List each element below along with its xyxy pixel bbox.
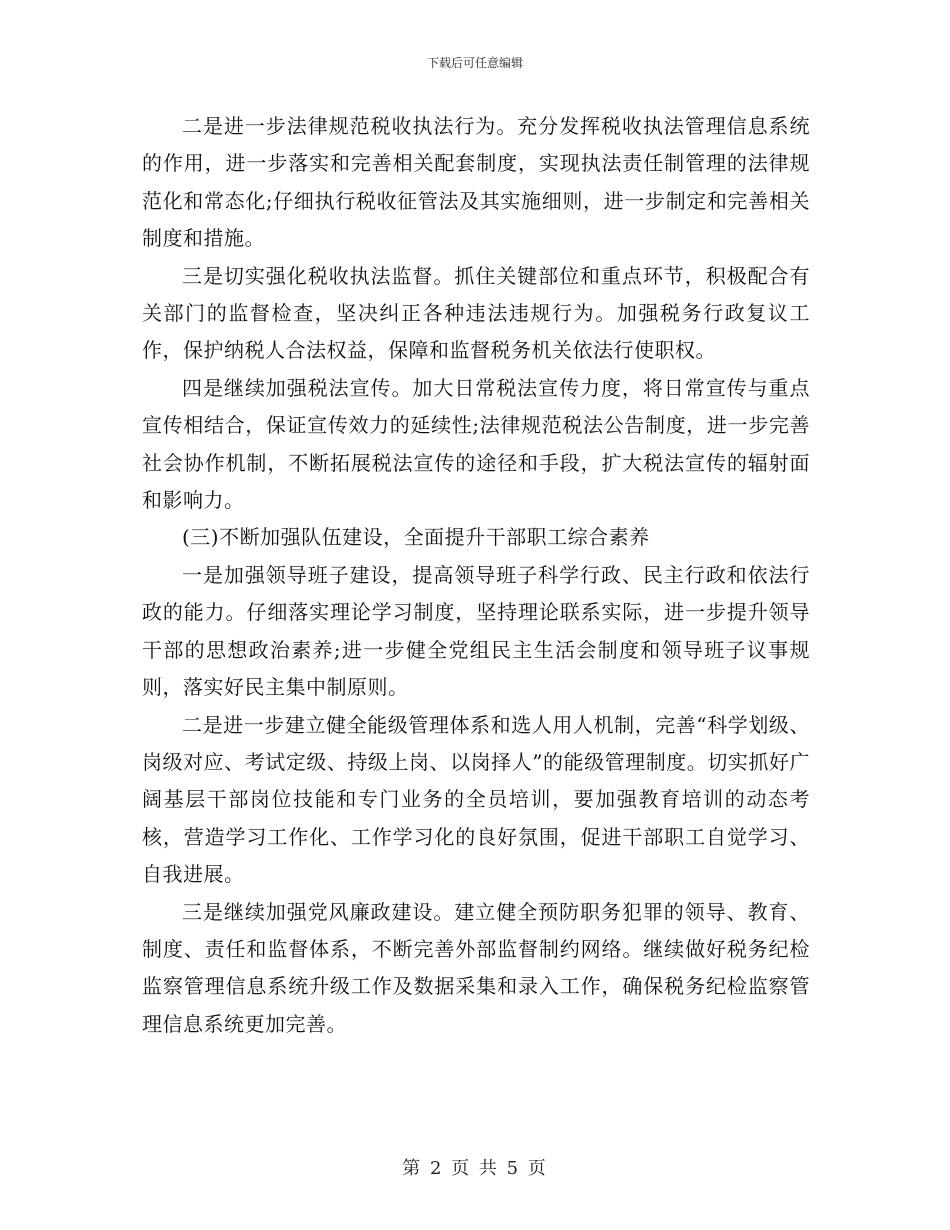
paragraph-tax-enforcement-standard: 二是进一步法律规范税收执法行为。充分发挥税收执法管理信息系统的作用，进一步落实和完善相关配套制度，实现执法责任制管理的法律规范化和常态化;仔细执行税收征管法及其实施细则，进一步制定和完善相关制度和措施。 <box>142 114 810 251</box>
section-heading-team-building: (三)不断加强队伍建设，全面提升干部职工综合素养 <box>182 525 650 550</box>
paragraph-leadership-building: 一是加强领导班子建设，提高领导班子科学行政、民主行政和依法行政的能力。仔细落实理论学习制度，坚持理论联系实际，进一步提升领导干部的思想政治素养;进一步健全党组民主生活会制度和领导班子议事规则，落实好民主集中制原则。 <box>142 562 810 700</box>
paragraph-tax-law-publicity: 四是继续加强税法宣传。加大日常税法宣传力度，将日常宣传与重点宣传相结合，保证宣传效力的延续性;法律规范税法公告制度，进一步完善社会协作机制，不断拓展税法宣传的途径和手段，扩大税法宣传的辐射面和影响力。 <box>142 375 810 513</box>
header-note: 下载后可任意编辑 <box>426 56 523 70</box>
document-body <box>142 108 810 1043</box>
paragraph-capability-management: 二是进一步建立健全能级管理体系和选人用人机制，完善“科学划级、岗级对应、考试定级、持级上岗、以岗择人”的能级管理制度。切实抓好广阔基层干部岗位技能和专门业务的全员培训，要加强教育培训的动态考核，营造学习工作化、工作学习化的良好氛围，促进干部职工自觉学习、自我进展。 <box>142 712 810 887</box>
paragraph-integrity-building: 三是继续加强党风廉政建设。建立健全预防职务犯罪的领导、教育、制度、责任和监督体系，不断完善外部监督制约网络。继续做好税务纪检监察管理信息系统升级工作及数据采集和录入工作，确保税务纪检监察管理信息系统更加完善。 <box>142 899 810 1036</box>
page-number-footer: 第 2 页 共 5 页 <box>402 1158 548 1179</box>
paragraph-tax-enforcement-supervision: 三是切实强化税收执法监督。抓住关键部位和重点环节，积极配合有关部门的监督检查，坚决纠正各种违法违规行为。加强税务行政复议工作，保护纳税人合法权益，保障和监督税务机关依法行使职权。 <box>142 263 810 363</box>
